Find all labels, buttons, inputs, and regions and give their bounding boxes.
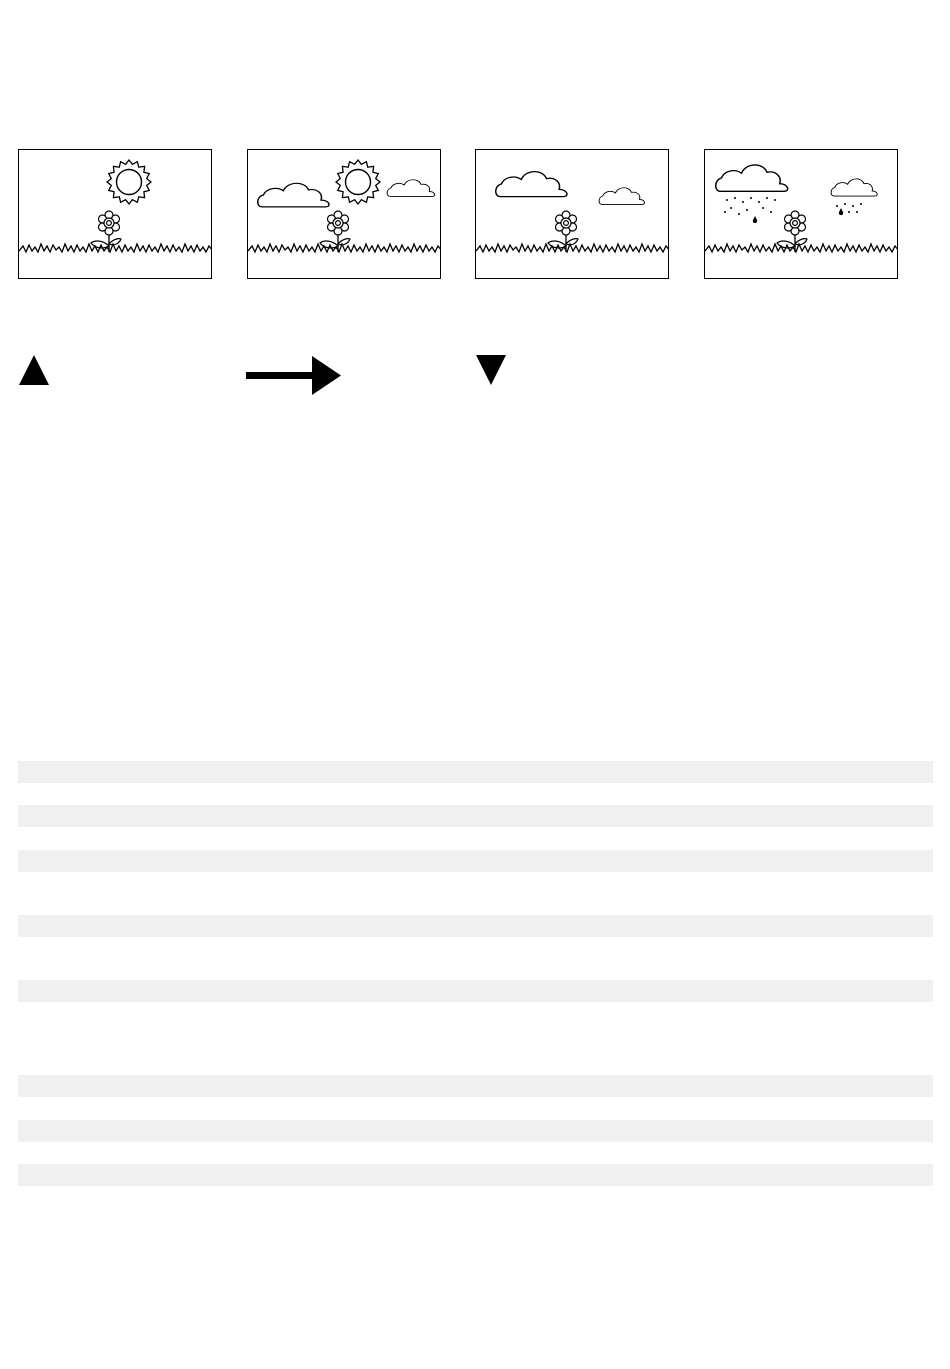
answer-line[interactable]	[18, 850, 933, 872]
answer-line[interactable]	[18, 1120, 933, 1142]
clouds-icon	[476, 150, 669, 279]
answer-line[interactable]	[18, 915, 933, 937]
down-triangle-icon	[475, 354, 507, 391]
panel-clouds	[475, 149, 669, 279]
answer-line[interactable]	[18, 1075, 933, 1097]
answer-line[interactable]	[18, 980, 933, 1002]
up-triangle-icon	[18, 354, 50, 391]
answer-line[interactable]	[18, 805, 933, 827]
answer-line[interactable]	[18, 761, 933, 783]
sun-clouds-icon	[248, 150, 441, 279]
right-arrow-icon	[246, 354, 342, 403]
panel-rain	[704, 149, 898, 279]
panel-sun-clouds	[247, 149, 441, 279]
panel-sunny	[18, 149, 212, 279]
answer-line[interactable]	[18, 1164, 933, 1186]
rain-clouds-icon	[705, 150, 898, 279]
sun-icon	[19, 150, 212, 279]
